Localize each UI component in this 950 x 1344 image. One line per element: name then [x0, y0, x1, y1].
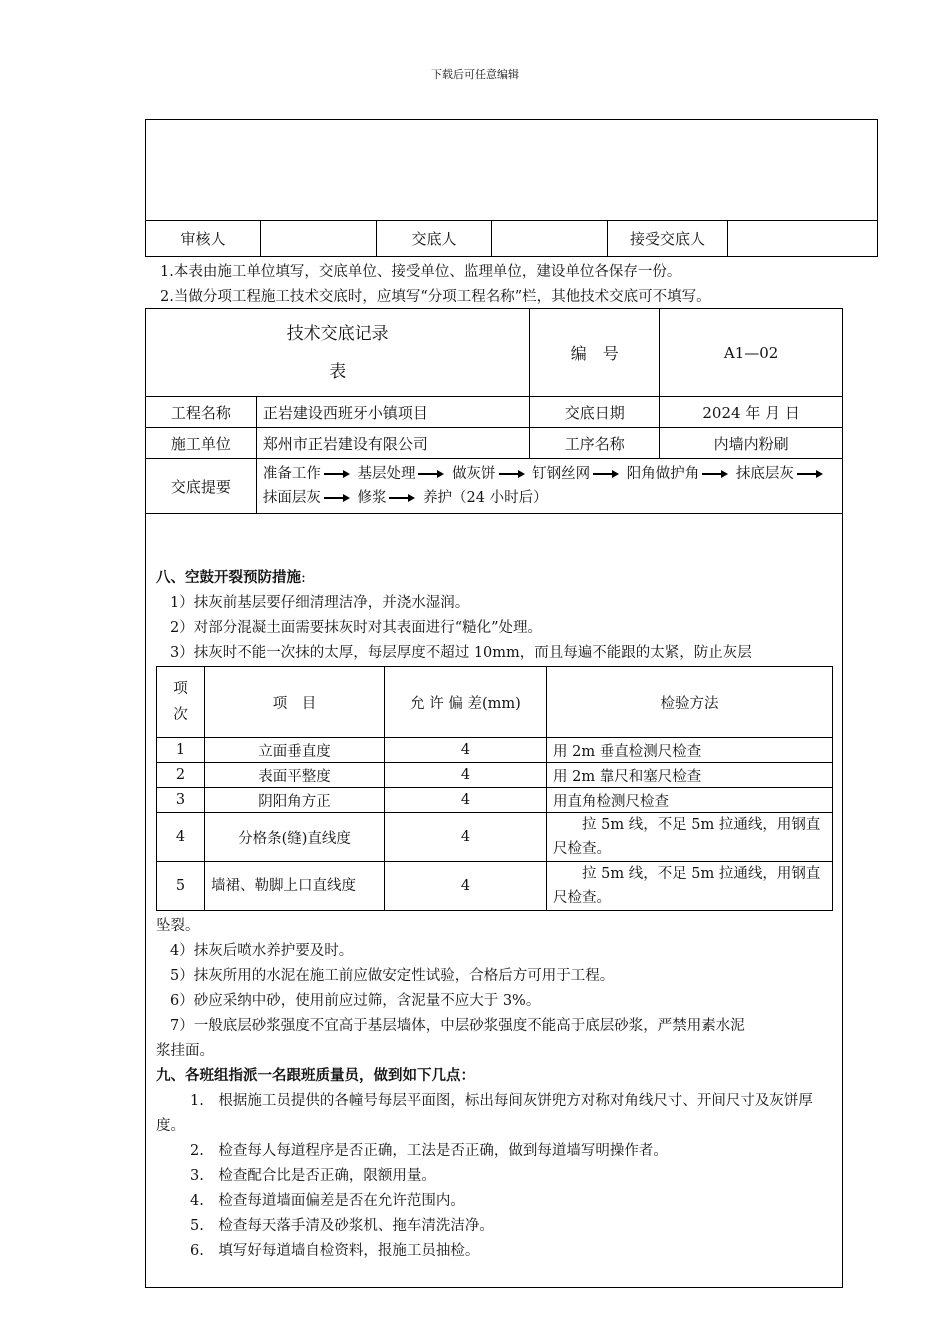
presenter-label: 交底人: [377, 221, 492, 257]
section-8-cont: [156, 914, 836, 1264]
step-1: 准备工作: [262, 466, 321, 482]
process-label: 工序名称: [530, 428, 660, 459]
section-8-p3-cont: 坠裂。: [156, 918, 200, 934]
process-value: 内墙内粉刷: [660, 428, 843, 459]
section-8-p7b: 浆挂面。: [156, 1043, 214, 1059]
row-tolerance: 4: [385, 813, 547, 862]
row-method: 拉 5m 线，不足 5m 拉通线，用钢直尺检查。: [547, 862, 833, 911]
row-item: 阴阳角方正: [205, 788, 385, 813]
section-8-p1: 1）抹灰前基层要仔细清理洁净，并浇水湿润。: [170, 595, 470, 611]
step-2: 基层处理: [357, 466, 416, 482]
section-9-title: 九、各班组指派一名跟班质量员，做到如下几点：: [156, 1068, 475, 1084]
signature-row: [146, 220, 877, 257]
row-tolerance: 4: [385, 862, 547, 911]
section-9-item-5: 5. 检查每天落手清及砂浆机、拖车清洗洁净。: [190, 1218, 494, 1234]
inspection-header-row: [157, 667, 833, 738]
step-9: 养护（24 小时后）: [423, 490, 548, 506]
section-8: [156, 566, 838, 666]
summary-label: 交底提要: [146, 459, 257, 514]
inspection-table: [156, 666, 833, 911]
arrow-icon: [797, 470, 823, 478]
table-row: [157, 763, 833, 788]
receiver-label: 接受交底人: [608, 221, 728, 257]
section-8-p7a: 7）一般底层砂浆强度不宜高于基层墙体，中层砂浆强度不能高于底层砂浆，严禁用素水泥: [170, 1018, 745, 1034]
row-item: 墙裙、勒脚上口直线度: [205, 862, 385, 911]
unit-label: 施工单位: [146, 428, 257, 459]
col-header-index: 项 次: [157, 667, 205, 738]
row-index: 1: [157, 738, 205, 763]
arrow-icon: [499, 470, 525, 478]
number-value: A1—02: [660, 309, 843, 397]
row-index: 3: [157, 788, 205, 813]
section-8-p6: 6）砂应采纳中砂，使用前应过筛，含泥量不应大于 3%。: [170, 993, 541, 1009]
row-method: 用直角检测尺检查: [547, 788, 833, 813]
table-row: [157, 862, 833, 911]
reviewer-value[interactable]: [261, 221, 377, 257]
col-header-method: 检验方法: [547, 667, 833, 738]
number-label: 编 号: [530, 309, 660, 397]
project-label: 工程名称: [146, 397, 257, 428]
unit-value: 郑州市正岩建设有限公司: [256, 428, 530, 459]
step-8: 修浆: [357, 490, 387, 506]
table-row: [157, 813, 833, 862]
section-8-p4: 4）抹灰后喷水养护要及时。: [170, 943, 354, 959]
note-1: 1.本表由施工单位填写，交底单位、接受单位、监理单位，建设单位各保存一份。: [160, 264, 682, 280]
row-tolerance: 4: [385, 763, 547, 788]
row-index: 5: [157, 862, 205, 911]
header-note: 下载后可任意编辑: [431, 68, 519, 81]
row-method: 拉 5m 线，不足 5m 拉通线，用钢直尺检查。: [547, 813, 833, 862]
arrow-icon: [593, 470, 619, 478]
signature-box: [145, 119, 878, 257]
col-header-tolerance: 允 许 偏 差(mm): [385, 667, 547, 738]
presenter-value[interactable]: [492, 221, 608, 257]
step-7: 抹面层灰: [262, 490, 321, 506]
note-2: 2.当做分项工程施工技术交底时，应填写“分项工程名称”栏，其他技术交底可不填写。: [160, 289, 711, 305]
row-item: 分格条(缝)直线度: [205, 813, 385, 862]
arrow-icon: [324, 494, 350, 502]
table-row: [157, 788, 833, 813]
step-4: 钉钢丝网: [532, 466, 591, 482]
form-title-line2: 表: [329, 361, 347, 382]
step-3: 做灰饼: [452, 466, 496, 482]
arrow-icon: [324, 470, 350, 478]
section-8-p5: 5）抹灰所用的水泥在施工前应做安定性试验，合格后方可用于工程。: [170, 968, 615, 984]
form-header-table: [145, 308, 843, 514]
row-tolerance: 4: [385, 738, 547, 763]
col-header-item: 项 目: [205, 667, 385, 738]
row-method: 用 2m 垂直检测尺检查: [547, 738, 833, 763]
row-index: 4: [157, 813, 205, 862]
row-index: 2: [157, 763, 205, 788]
arrow-icon: [702, 470, 728, 478]
section-9-item-6: 6. 填写好每道墙自检资料，报施工员抽检。: [190, 1243, 480, 1259]
reviewer-label: 审核人: [146, 221, 261, 257]
row-item: 立面垂直度: [205, 738, 385, 763]
row-method: 用 2m 靠尺和塞尺检查: [547, 763, 833, 788]
step-5: 阳角做护角: [626, 466, 700, 482]
section-8-p3: 3）抹灰时不能一次抹的太厚，每层厚度不超过 10mm，而且每遍不能跟的太紧，防止灰层: [170, 645, 752, 661]
section-9-item-1: 1. 根据施工员提供的各幢号每层平面图，标出每间灰饼兜方对称对角线尺寸、开间尺寸及灰饼厚度。: [156, 1093, 813, 1134]
section-8-title: 八、空鼓开裂预防措施:: [156, 570, 306, 586]
row-item: 表面平整度: [205, 763, 385, 788]
table-row: [157, 738, 833, 763]
form-title: [146, 309, 530, 397]
arrow-icon: [389, 494, 415, 502]
step-6: 抹底层灰: [735, 466, 794, 482]
row-tolerance: 4: [385, 788, 547, 813]
section-8-p2: 2）对部分混凝土面需要抹灰时对其表面进行“糙化”处理。: [170, 620, 543, 636]
project-value: 正岩建设西班牙小镇项目: [256, 397, 530, 428]
receiver-value[interactable]: [728, 221, 877, 257]
date-value: 2024 年 月 日: [660, 397, 843, 428]
date-label: 交底日期: [530, 397, 660, 428]
summary-value: [256, 459, 842, 514]
section-9-item-2: 2. 检查每人每道程序是否正确，工法是否正确，做到每道墙写明操作者。: [190, 1143, 668, 1159]
arrow-icon: [418, 470, 444, 478]
section-9-item-4: 4. 检查每道墙面偏差是否在允许范围内。: [190, 1193, 465, 1209]
form-title-line1: 技术交底记录: [286, 323, 389, 344]
section-9-item-3: 3. 检查配合比是否正确，限额用量。: [190, 1168, 436, 1184]
